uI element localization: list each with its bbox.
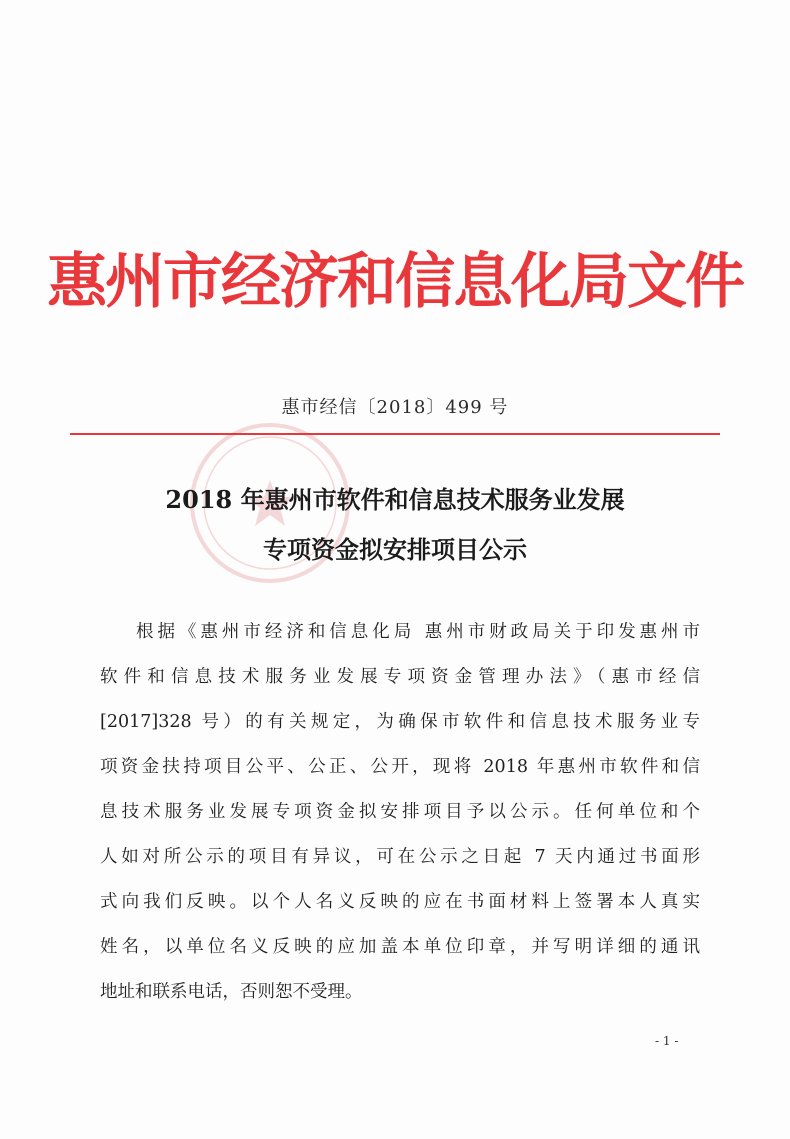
body-line: 式向我们反映。以个人名义反映的应在书面材料上签署本人真实 <box>100 892 700 912</box>
notice-title <box>0 475 790 575</box>
body-line: [2017]328 号）的有关规定，为确保市软件和信息技术服务业专 <box>100 712 700 732</box>
document-header-title: 惠州市经济和信息化局文件 <box>47 247 743 317</box>
body-line: 姓名，以单位名义反映的应加盖本单位印章，并写明详细的通讯 <box>100 937 700 957</box>
body-line: 人如对所公示的项目有异议，可在公示之日起 7 天内通过书面形 <box>100 847 700 867</box>
page-number: - 1 - <box>655 1034 679 1048</box>
body-line: 项资金扶持项目公平、公正、公开，现将 2018 年惠州市软件和信 <box>100 757 700 777</box>
notice-body <box>100 610 700 1015</box>
body-line: 息技术服务业发展专项资金拟安排项目予以公示。任何单位和个 <box>100 802 700 822</box>
header-divider <box>70 433 720 435</box>
notice-title-line-2: 专项资金拟安排项目公示 <box>263 535 527 564</box>
notice-title-line-1: 2018 年惠州市软件和信息技术服务业发展 <box>165 485 625 514</box>
body-line: 地址和联系电话，否则恕不受理。 <box>100 982 363 1002</box>
body-line: 根据《惠州市经济和信息化局 惠州市财政局关于印发惠州市 <box>136 622 700 642</box>
body-line: 软件和信息技术服务业发展专项资金管理办法》（惠市经信 <box>100 667 700 687</box>
document-number: 惠市经信〔2018〕499 号 <box>281 397 509 418</box>
